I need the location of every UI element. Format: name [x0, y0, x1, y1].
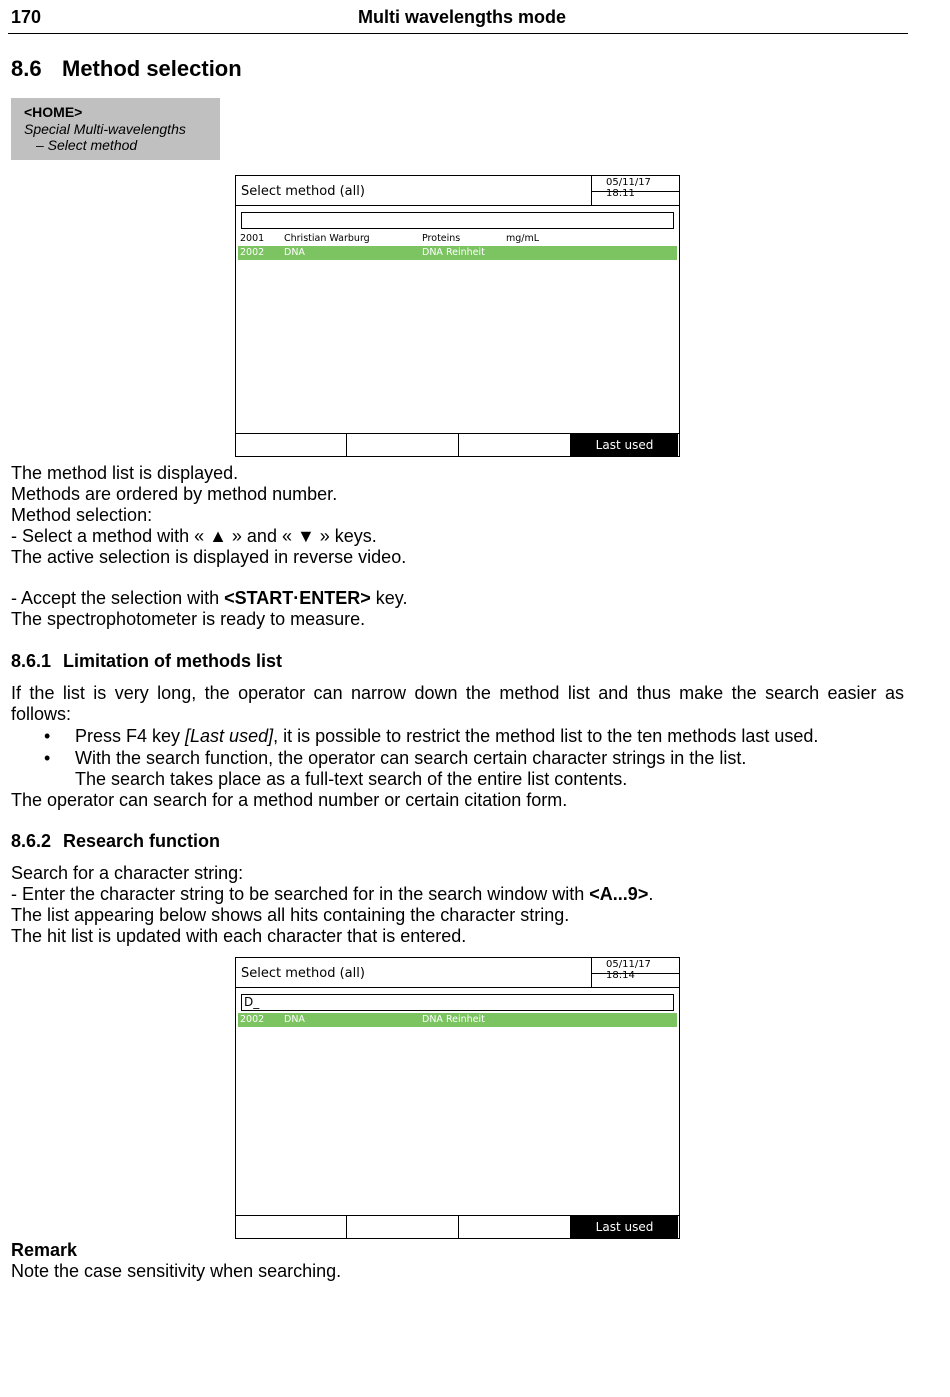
- method-name: Christian Warburg: [284, 233, 370, 244]
- section-title: Method selection: [62, 56, 242, 81]
- f2-softkey[interactable]: [347, 1216, 459, 1239]
- method-row[interactable]: [238, 232, 677, 246]
- search-input[interactable]: [241, 212, 674, 229]
- method-type: Proteins: [422, 233, 461, 244]
- f1-softkey[interactable]: [236, 1216, 347, 1239]
- body-text: The list appearing below shows all hits containing the character string.: [11, 905, 570, 925]
- body-text: The operator can search for a method number or certain citation form.: [11, 790, 568, 810]
- screen-title: Select method (all): [241, 184, 365, 199]
- subsection-title: Limitation of methods list: [63, 651, 282, 671]
- body-text: The spectrophotometer is ready to measure.: [11, 609, 366, 629]
- bullet-text: With the search function, the operator can search certain character strings in the list.: [75, 748, 747, 768]
- method-name: DNA: [284, 1014, 305, 1025]
- bullet: •: [44, 726, 51, 746]
- subsection-title: Research function: [63, 831, 221, 851]
- nav-home: <HOME>: [24, 104, 83, 120]
- body-text: If the list is very long, the operator can narrow down the method list and thus make the search easier as: [11, 683, 904, 703]
- device-screen-method-list: [235, 175, 680, 457]
- remark-text: Note the case sensitivity when searching.: [11, 1261, 342, 1281]
- method-row-selected[interactable]: [238, 1013, 677, 1027]
- text-run: .: [648, 884, 654, 904]
- remark-title: Remark: [11, 1240, 78, 1260]
- method-type: DNA Reinheit: [422, 1014, 485, 1025]
- f1-softkey[interactable]: [236, 434, 347, 457]
- screen-title: Select method (all): [241, 966, 365, 981]
- nav-submenu: – Select method: [36, 137, 138, 153]
- key-name: <START·ENTER>: [224, 588, 371, 608]
- method-number: 2002: [240, 1014, 265, 1025]
- method-name: DNA: [284, 247, 305, 258]
- header-rule: [8, 33, 908, 34]
- text-run: - Accept the selection with: [11, 588, 225, 608]
- text-run: - Enter the character string to be searched for in the search window with: [11, 884, 590, 904]
- bullet-text: [75, 726, 818, 747]
- nav-menu: Special Multi-wavelengths: [24, 120, 186, 137]
- device-screen-search-results: [235, 957, 680, 1239]
- screen-datetime: 05/11/17 18:11: [606, 177, 651, 199]
- search-input[interactable]: D_: [241, 994, 674, 1011]
- section-number: 8.6: [11, 56, 42, 81]
- text-run: key.: [370, 588, 408, 608]
- subsection-heading: [11, 831, 220, 852]
- method-unit: mg/mL: [506, 233, 540, 244]
- screen-datetime: 05/11/17 18:14: [606, 959, 651, 981]
- method-type: DNA Reinheit: [422, 247, 485, 258]
- last-used-softkey[interactable]: Last used: [571, 1216, 678, 1239]
- bullet: •: [44, 748, 51, 768]
- navigation-path-box: [11, 98, 220, 160]
- body-text: follows:: [11, 704, 72, 724]
- subsection-number: 8.6.2: [11, 831, 52, 851]
- running-header-title: Multi wavelengths mode: [358, 7, 567, 27]
- body-text: The hit list is updated with each character that is entered.: [11, 926, 467, 946]
- body-text: [11, 884, 653, 905]
- last-used-softkey[interactable]: Last used: [571, 434, 678, 457]
- text-run: Press F4 key: [75, 726, 186, 746]
- subsection-heading: [11, 651, 282, 672]
- bullet-text: The search takes place as a full-text search of the entire list contents.: [75, 769, 628, 789]
- function-key-bar: [236, 433, 679, 457]
- method-number: 2001: [240, 233, 265, 244]
- body-text: Search for a character string:: [11, 863, 244, 883]
- subsection-number: 8.6.1: [11, 651, 52, 671]
- section-heading: [11, 56, 242, 82]
- f3-softkey[interactable]: [459, 1216, 571, 1239]
- f3-softkey[interactable]: [459, 434, 571, 457]
- method-row-selected[interactable]: [238, 246, 677, 260]
- text-run: , it is possible to restrict the method list to the ten methods last used.: [273, 726, 819, 746]
- body-text: - Select a method with « ▲ » and « ▼ » keys.: [11, 526, 377, 546]
- page-number: 170: [11, 7, 42, 27]
- body-text: The active selection is displayed in reverse video.: [11, 547, 407, 567]
- function-key-bar: [236, 1215, 679, 1239]
- method-number: 2002: [240, 247, 265, 258]
- softkey-name: [Last used]: [185, 726, 274, 746]
- body-text: The method list is displayed.: [11, 463, 239, 483]
- body-text: Methods are ordered by method number.: [11, 484, 338, 504]
- divider: [236, 987, 679, 988]
- f2-softkey[interactable]: [347, 434, 459, 457]
- divider: [236, 205, 679, 206]
- body-text: Method selection:: [11, 505, 153, 525]
- body-text: [11, 588, 407, 609]
- key-name: <A...9>: [589, 884, 649, 904]
